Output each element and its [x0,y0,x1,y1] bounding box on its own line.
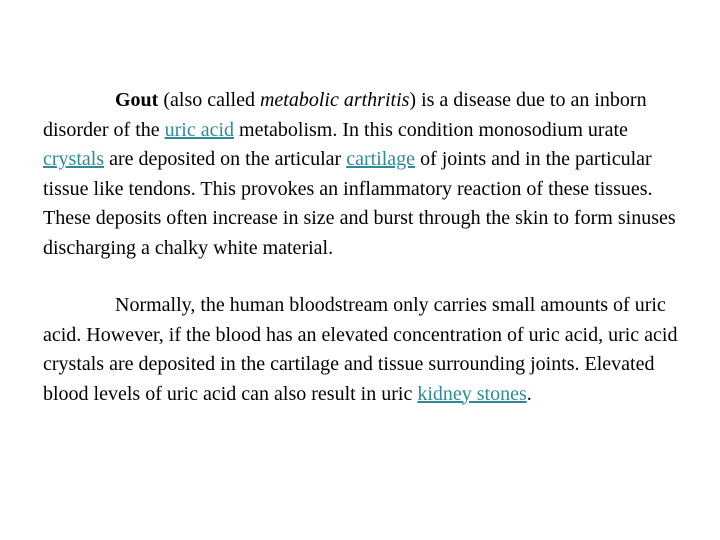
slide-body [43,86,683,409]
text-segment: Normally, the human bloodstream only carries small amounts of uric acid. However, if the blood has an elevated concentration of uric acid, uric acid crystals are deposited in the cartilage and tissue surrounding joints. Elevated blood levels of uric acid can also result in uric [43,294,678,405]
term-gout: Gout [115,89,159,111]
link-kidney-stones[interactable]: kidney stones [417,382,527,405]
text-segment: metabolism. In this condition monosodium urate [234,118,628,141]
text-segment: of joints and in the particular tissue like tendons. This provokes an inflammatory reaction of these tissues. These deposits often increase in size and burst through the skin to form sinuses discharging a chalky white material. [43,148,676,259]
text-segment: . [526,382,532,405]
term-metabolic-arthritis: metabolic arthritis [259,89,410,111]
link-uric-acid[interactable]: uric acid [164,118,235,141]
text-segment: ) is a disease due to an inborn disorder of the [43,89,647,141]
paragraph-gout-definition [43,86,683,263]
text-segment: are deposited on the articular [104,148,347,170]
link-crystals[interactable]: crystals [43,148,105,170]
text-segment: (also called [158,89,260,111]
paragraph-uric-acid-levels [43,291,683,409]
link-cartilage[interactable]: cartilage [346,148,416,170]
